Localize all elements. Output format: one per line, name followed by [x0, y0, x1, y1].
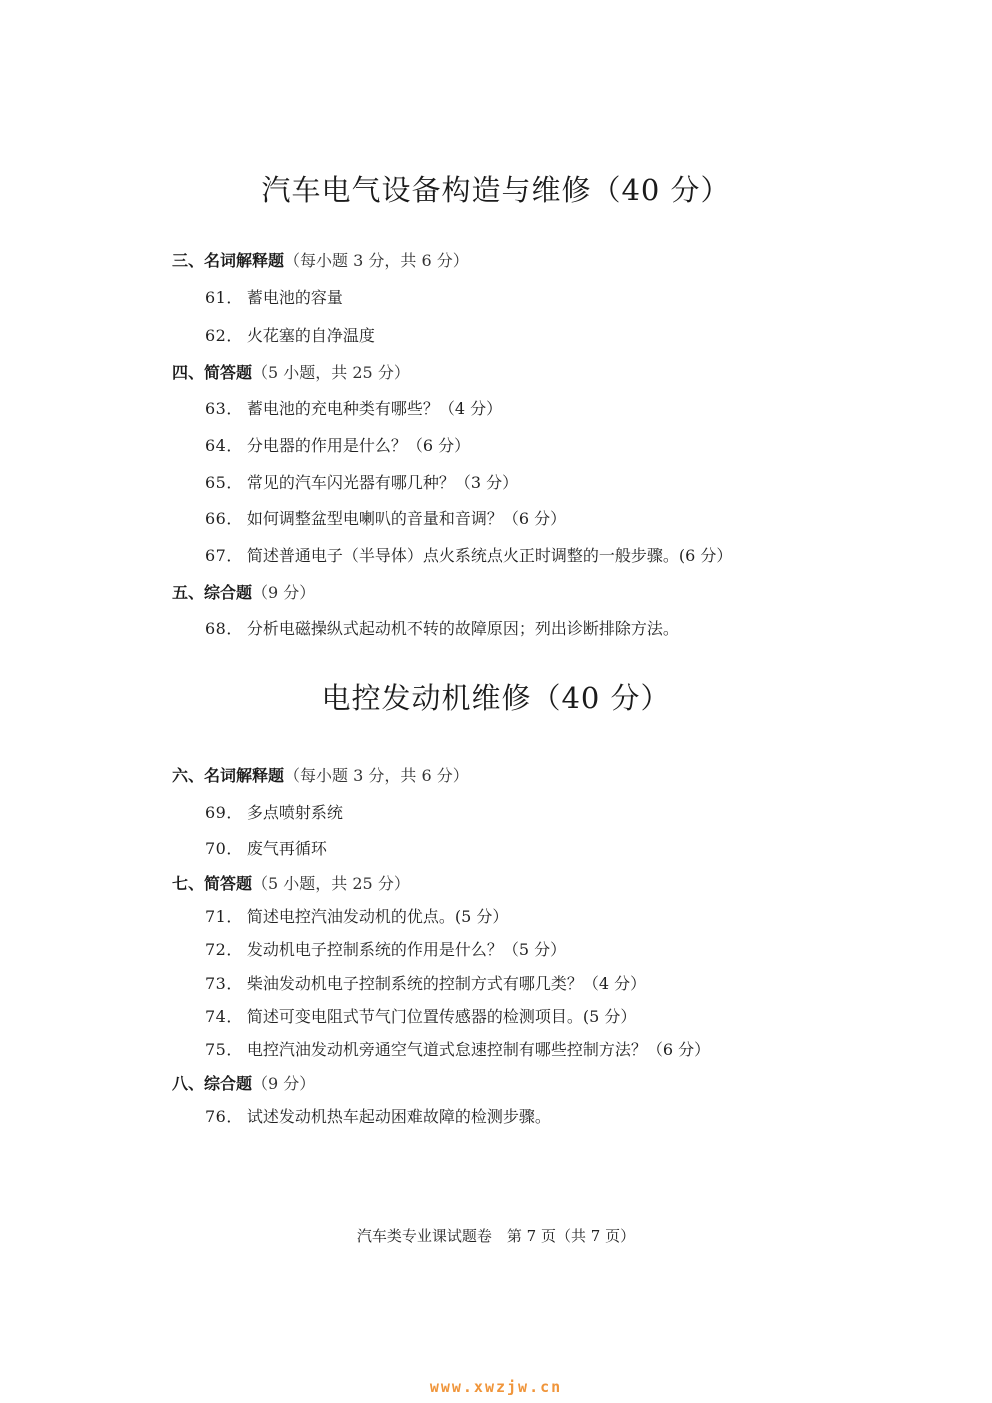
question-text: 废气再循环: [246, 839, 327, 858]
question-number: 62．: [205, 326, 243, 345]
question-number: 72．: [205, 940, 243, 959]
group-label: 三、名词解释题: [172, 251, 285, 270]
question-text: 蓄电池的充电种类有哪些？（4 分）: [246, 399, 503, 418]
site-watermark: www.xwzjw.cn: [429, 1378, 563, 1396]
question-63: [205, 398, 502, 420]
question-73: [205, 973, 646, 995]
question-68: [205, 618, 679, 640]
group-heading-short-answer-2: [172, 873, 410, 895]
question-text: 发动机电子控制系统的作用是什么？（5 分）: [246, 940, 567, 959]
question-number: 70．: [205, 839, 243, 858]
group-label: 四、简答题: [172, 363, 253, 382]
group-label: 五、综合题: [172, 583, 253, 602]
group-note: （9 分）: [252, 1074, 316, 1093]
question-number: 71．: [205, 907, 243, 926]
question-74: [205, 1006, 636, 1028]
question-65: [205, 472, 518, 494]
group-label: 八、综合题: [172, 1074, 253, 1093]
question-number: 68．: [205, 619, 243, 638]
question-67: [205, 545, 732, 567]
question-75: [205, 1039, 710, 1061]
question-text: 分析电磁操纵式起动机不转的故障原因；列出诊断排除方法。: [246, 619, 679, 638]
group-label: 七、简答题: [172, 874, 253, 893]
question-text: 多点喷射系统: [246, 803, 343, 822]
question-number: 69．: [205, 803, 243, 822]
question-71: [205, 906, 508, 928]
question-text: 火花塞的自净温度: [246, 326, 375, 345]
section-title-engine: 电控发动机维修（40 分）: [321, 681, 671, 715]
group-note: （5 小题，共 25 分）: [252, 363, 410, 382]
question-number: 63．: [205, 399, 243, 418]
question-69: [205, 802, 343, 824]
question-number: 73．: [205, 974, 243, 993]
group-heading-comprehensive-1: [172, 582, 315, 604]
question-text: 柴油发动机电子控制系统的控制方式有哪几类？（4 分）: [246, 974, 647, 993]
group-note: （每小题 3 分，共 6 分）: [284, 251, 469, 270]
question-text: 电控汽油发动机旁通空气道式怠速控制有哪些控制方法？（6 分）: [246, 1040, 711, 1059]
section-title-electrical: 汽车电气设备构造与维修（40 分）: [261, 173, 731, 207]
question-number: 64．: [205, 436, 243, 455]
question-number: 67．: [205, 546, 243, 565]
question-64: [205, 435, 470, 457]
group-heading-terms-1: [172, 250, 469, 272]
question-text: 试述发动机热车起动困难故障的检测步骤。: [246, 1107, 551, 1126]
question-number: 76．: [205, 1107, 243, 1126]
group-label: 六、名词解释题: [172, 766, 285, 785]
group-heading-comprehensive-2: [172, 1073, 315, 1095]
question-number: 74．: [205, 1007, 243, 1026]
question-number: 61．: [205, 288, 243, 307]
group-note: （9 分）: [252, 583, 316, 602]
question-62: [205, 325, 375, 347]
question-text: 简述普通电子（半导体）点火系统点火正时调整的一般步骤。(6 分）: [246, 546, 733, 565]
question-61: [205, 287, 343, 309]
question-text: 简述可变电阻式节气门位置传感器的检测项目。(5 分）: [246, 1007, 637, 1026]
question-number: 65．: [205, 473, 243, 492]
group-note: （5 小题，共 25 分）: [252, 874, 410, 893]
question-text: 简述电控汽油发动机的优点。(5 分）: [246, 907, 509, 926]
question-66: [205, 508, 566, 530]
question-70: [205, 838, 327, 860]
question-text: 分电器的作用是什么？（6 分）: [246, 436, 471, 455]
question-text: 常见的汽车闪光器有哪几种？（3 分）: [246, 473, 519, 492]
question-number: 75．: [205, 1040, 243, 1059]
question-76: [205, 1106, 551, 1128]
question-72: [205, 939, 566, 961]
question-number: 66．: [205, 509, 243, 528]
group-heading-short-answer-1: [172, 362, 410, 384]
question-text: 蓄电池的容量: [246, 288, 343, 307]
group-heading-terms-2: [172, 765, 469, 787]
group-note: （每小题 3 分，共 6 分）: [284, 766, 469, 785]
page-footer: 汽车类专业课试题卷 第 7 页（共 7 页）: [356, 1227, 636, 1245]
question-text: 如何调整盆型电喇叭的音量和音调？（6 分）: [246, 509, 567, 528]
